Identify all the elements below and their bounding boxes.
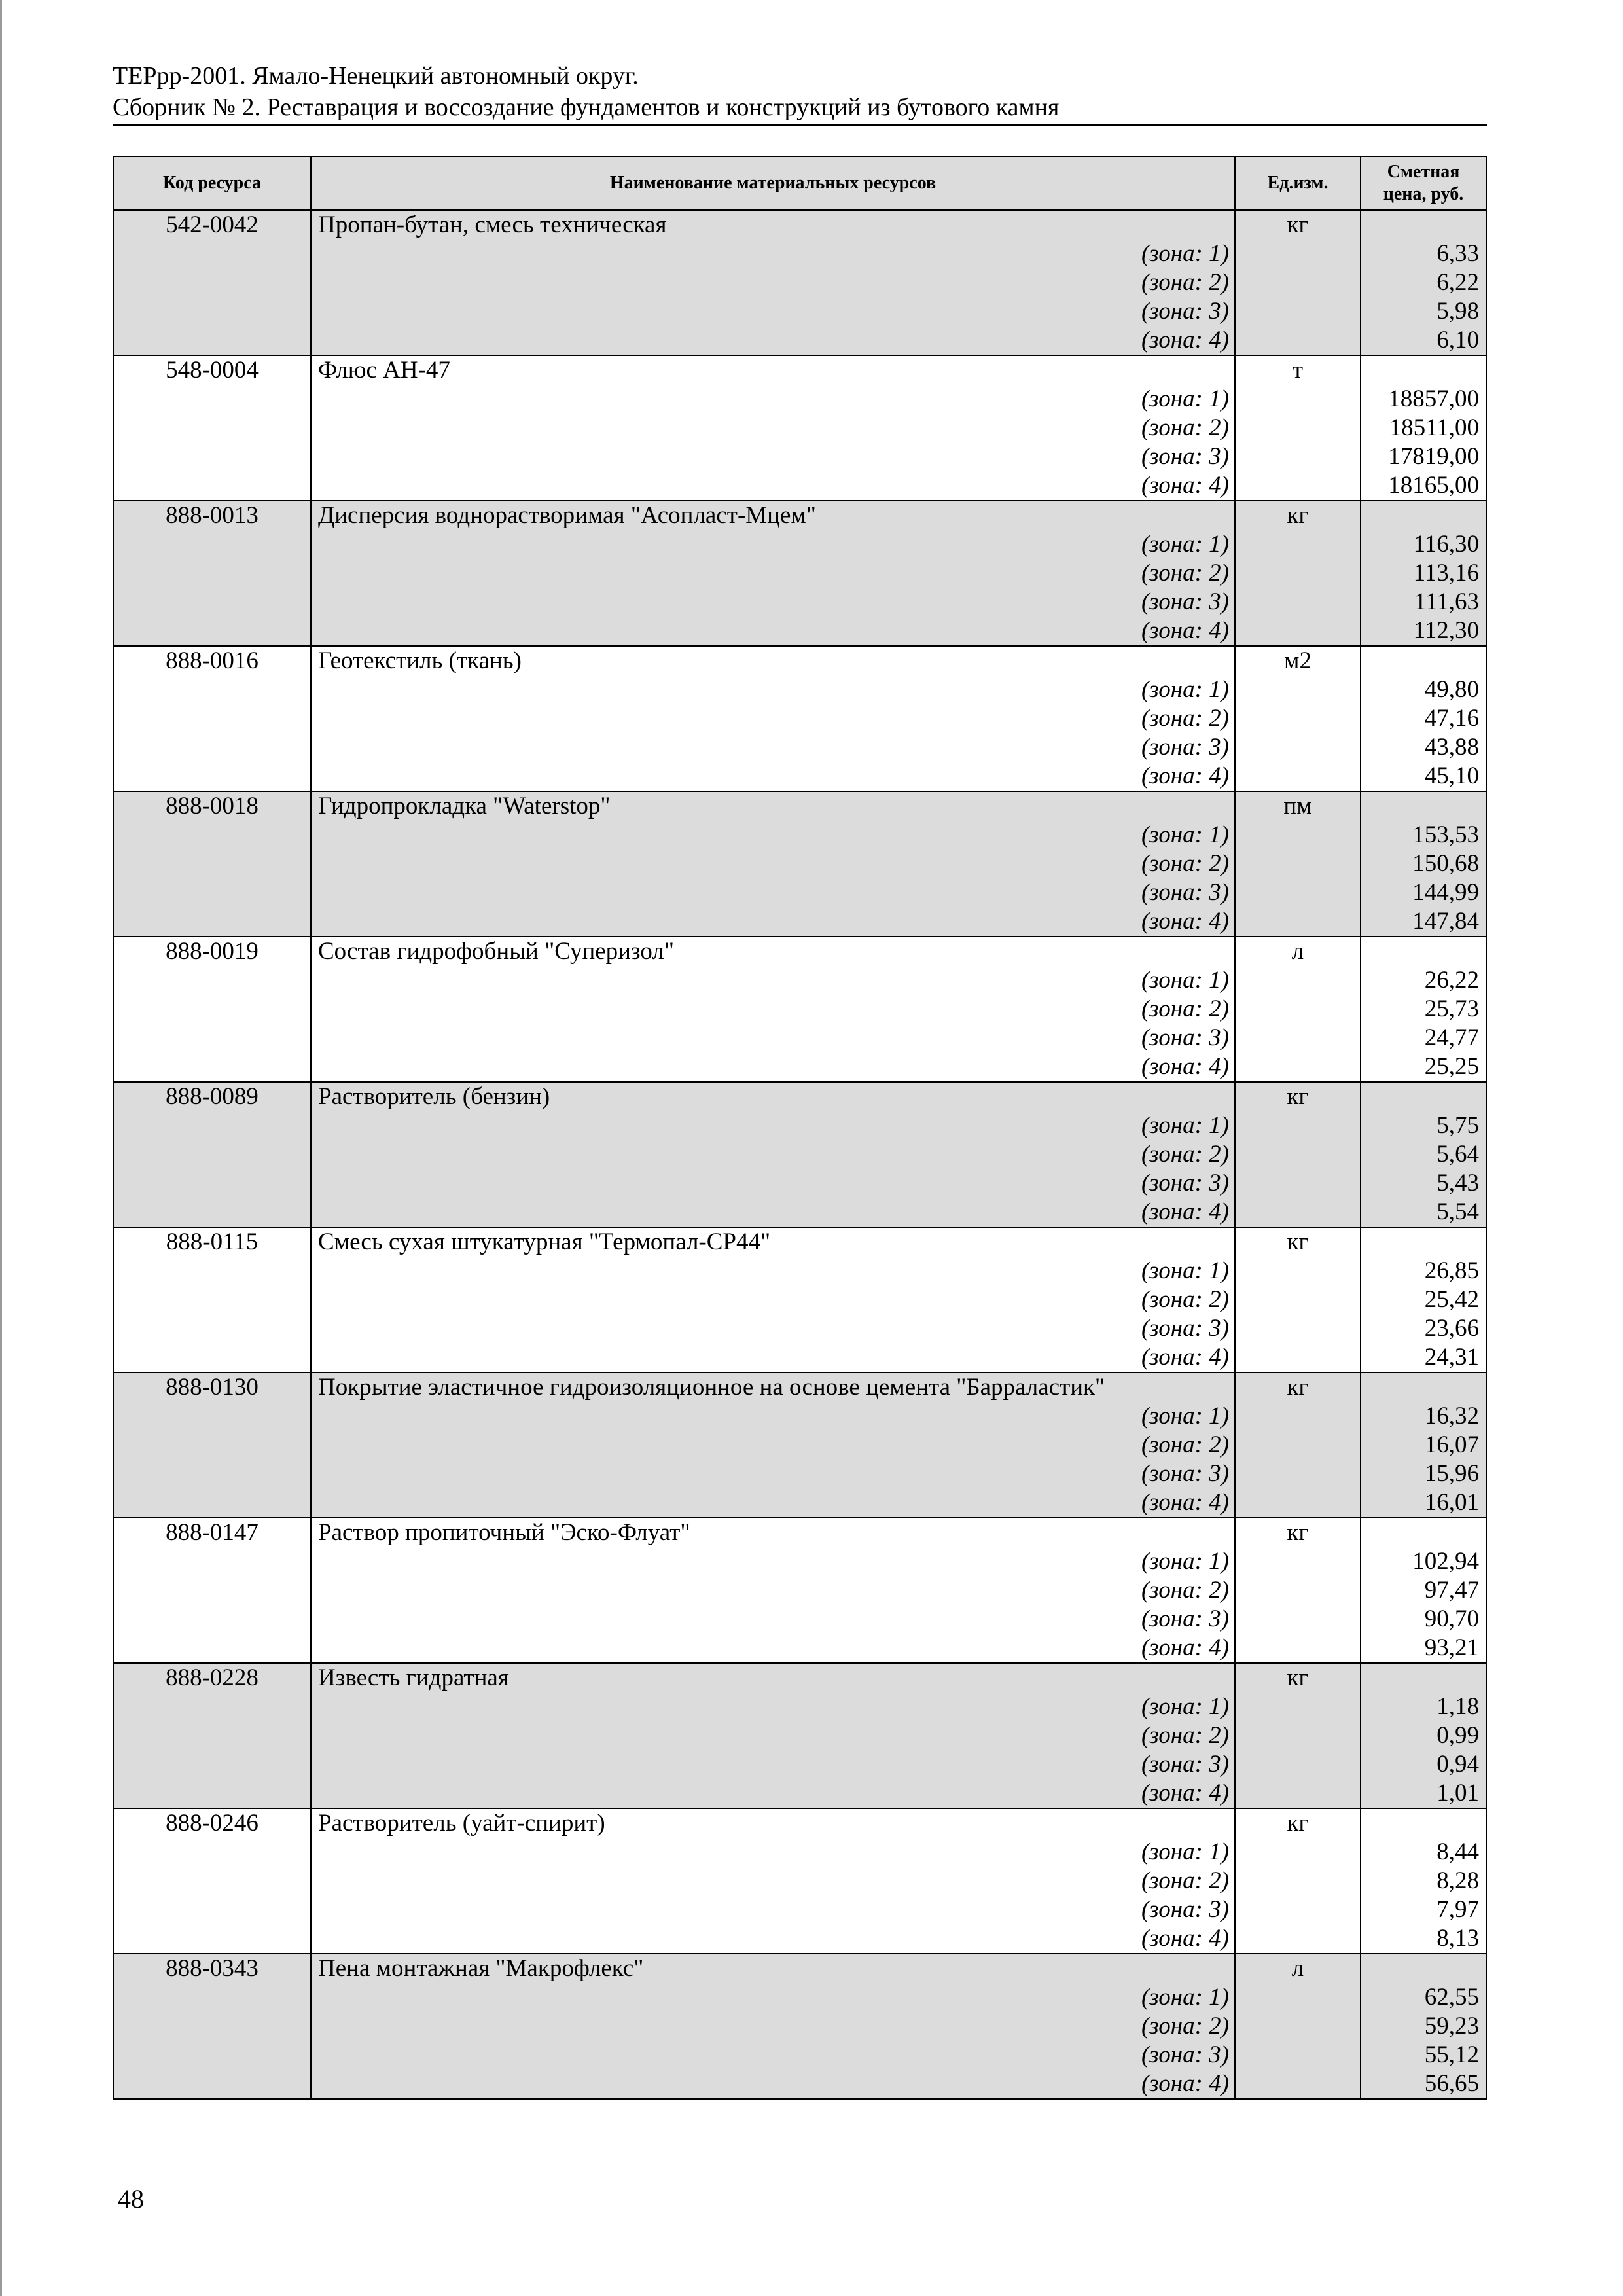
price-spacer xyxy=(1361,1228,1479,1257)
unit-of-measure: кг xyxy=(1287,211,1309,238)
zone-label: (зона: 3) xyxy=(1141,1170,1229,1196)
zone-label: (зона: 2) xyxy=(1141,705,1229,732)
resource-code: 888-0013 xyxy=(113,501,311,646)
zone-label: (зона: 4) xyxy=(1141,1489,1229,1516)
resource-code: 542-0042 xyxy=(113,210,311,355)
header-rule xyxy=(113,124,1487,126)
table-row xyxy=(113,501,1486,646)
resource-code: 888-0343 xyxy=(113,1954,311,2099)
zone-label: (зона: 1) xyxy=(1141,967,1229,994)
zone-price: 18857,00 xyxy=(1388,386,1479,412)
zone-label: (зона: 3) xyxy=(1141,1460,1229,1487)
zone-price: 102,94 xyxy=(1412,1548,1479,1575)
zone-label: (зона: 2) xyxy=(1141,850,1229,877)
unit-cell xyxy=(1235,501,1361,646)
zone-label: (зона: 3) xyxy=(1141,1024,1229,1051)
price-spacer xyxy=(1361,501,1479,530)
zone-price: 116,30 xyxy=(1413,531,1479,558)
zone-label: (зона: 2) xyxy=(1141,560,1229,586)
header-line-1: ТЕРрр-2001. Ямало-Ненецкий автономный округ. xyxy=(113,62,639,90)
zone-label: (зона: 2) xyxy=(1141,1867,1229,1894)
zone-price: 18511,00 xyxy=(1389,414,1479,441)
resource-name-cell xyxy=(311,1808,1235,1954)
zone-price: 25,25 xyxy=(1424,1053,1479,1080)
zone-label: (зона: 1) xyxy=(1141,1257,1229,1284)
price-cell xyxy=(1361,1518,1486,1663)
unit-of-measure: кг xyxy=(1287,1664,1309,1691)
zone-price: 144,99 xyxy=(1412,879,1479,906)
price-spacer xyxy=(1361,211,1479,240)
price-cell xyxy=(1361,501,1486,646)
zone-label: (зона: 3) xyxy=(1141,1896,1229,1923)
resource-code: 888-0228 xyxy=(113,1663,311,1808)
unit-of-measure: пм xyxy=(1283,793,1312,819)
table-row xyxy=(113,1663,1486,1808)
zone-label: (зона: 4) xyxy=(1141,617,1229,644)
price-cell xyxy=(1361,210,1486,355)
price-spacer xyxy=(1361,647,1479,675)
zone-price: 93,21 xyxy=(1424,1634,1479,1661)
resource-name-cell xyxy=(311,937,1235,1082)
price-spacer xyxy=(1361,792,1479,821)
table-row xyxy=(113,1082,1486,1227)
price-cell xyxy=(1361,1227,1486,1372)
zone-price: 90,70 xyxy=(1424,1605,1479,1632)
column-header-price-line2: цена, руб. xyxy=(1383,184,1464,204)
table-row xyxy=(113,355,1486,501)
zone-label: (зона: 3) xyxy=(1141,1315,1229,1342)
zone-label: (зона: 1) xyxy=(1141,1548,1229,1575)
zone-price: 7,97 xyxy=(1436,1896,1479,1923)
resource-name-cell xyxy=(311,1372,1235,1518)
zone-label: (зона: 3) xyxy=(1141,1605,1229,1632)
price-spacer xyxy=(1361,1518,1479,1547)
resource-name: Растворитель (бензин) xyxy=(318,1083,550,1110)
column-header-unit: Ед.изм. xyxy=(1235,156,1361,210)
zone-label: (зона: 4) xyxy=(1141,1925,1229,1952)
price-cell xyxy=(1361,937,1486,1082)
unit-of-measure: м2 xyxy=(1284,647,1311,674)
table-body xyxy=(113,210,1486,2099)
zone-label: (зона: 1) xyxy=(1141,1693,1229,1720)
resource-name: Известь гидратная xyxy=(318,1664,509,1691)
resource-code: 888-0018 xyxy=(113,791,311,937)
price-cell xyxy=(1361,1954,1486,2099)
resource-name-cell xyxy=(311,1082,1235,1227)
price-spacer xyxy=(1361,1954,1479,1983)
price-spacer xyxy=(1361,1083,1479,1111)
zone-label: (зона: 3) xyxy=(1141,734,1229,761)
zone-price: 1,18 xyxy=(1436,1693,1479,1720)
table-row xyxy=(113,1227,1486,1372)
zone-price: 16,32 xyxy=(1424,1403,1479,1429)
price-spacer xyxy=(1361,356,1479,385)
zone-price: 26,85 xyxy=(1424,1257,1479,1284)
unit-cell xyxy=(1235,355,1361,501)
price-cell xyxy=(1361,791,1486,937)
resource-name-cell xyxy=(311,1518,1235,1663)
unit-of-measure: л xyxy=(1291,938,1304,965)
zone-label: (зона: 1) xyxy=(1141,676,1229,703)
resource-name-cell xyxy=(311,1954,1235,2099)
unit-cell xyxy=(1235,1082,1361,1227)
zone-label: (зона: 4) xyxy=(1141,472,1229,499)
table-row xyxy=(113,791,1486,937)
header-line-2: Сборник № 2. Реставрация и воссоздание фундаментов и конструкций из бутового камня xyxy=(113,94,1060,121)
price-cell xyxy=(1361,1082,1486,1227)
resource-name: Геотекстиль (ткань) xyxy=(318,647,522,674)
resource-name: Раствор пропиточный "Эско-Флуат" xyxy=(318,1519,690,1546)
resource-name: Растворитель (уайт-спирит) xyxy=(318,1810,605,1837)
zone-label: (зона: 1) xyxy=(1141,386,1229,412)
unit-of-measure: кг xyxy=(1287,1083,1309,1110)
zone-price: 24,31 xyxy=(1424,1344,1479,1371)
zone-label: (зона: 2) xyxy=(1141,269,1229,296)
resource-name-cell xyxy=(311,210,1235,355)
unit-cell xyxy=(1235,791,1361,937)
table-header-row xyxy=(113,156,1486,210)
zone-price: 5,75 xyxy=(1436,1112,1479,1139)
resource-price-table xyxy=(113,156,1487,2100)
table-row xyxy=(113,210,1486,355)
zone-label: (зона: 4) xyxy=(1141,327,1229,353)
zone-price: 8,28 xyxy=(1436,1867,1479,1894)
zone-price: 23,66 xyxy=(1424,1315,1479,1342)
zone-price: 6,22 xyxy=(1436,269,1479,296)
table-row xyxy=(113,646,1486,791)
zone-label: (зона: 1) xyxy=(1141,531,1229,558)
column-header-code: Код ресурса xyxy=(113,156,311,210)
zone-price: 62,55 xyxy=(1424,1984,1479,2011)
unit-cell xyxy=(1235,210,1361,355)
zone-label: (зона: 1) xyxy=(1141,1112,1229,1139)
zone-price: 113,16 xyxy=(1413,560,1479,586)
zone-price: 25,73 xyxy=(1424,996,1479,1022)
zone-label: (зона: 4) xyxy=(1141,2070,1229,2097)
zone-price: 49,80 xyxy=(1424,676,1479,703)
zone-label: (зона: 3) xyxy=(1141,1751,1229,1778)
zone-price: 0,94 xyxy=(1436,1751,1479,1778)
resource-name-cell xyxy=(311,1227,1235,1372)
column-header-price xyxy=(1361,156,1486,210)
zone-price: 16,07 xyxy=(1424,1431,1479,1458)
zone-label: (зона: 3) xyxy=(1141,879,1229,906)
zone-label: (зона: 4) xyxy=(1141,1053,1229,1080)
zone-price: 97,47 xyxy=(1424,1577,1479,1604)
zone-label: (зона: 4) xyxy=(1141,1780,1229,1806)
zone-label: (зона: 4) xyxy=(1141,762,1229,789)
zone-label: (зона: 1) xyxy=(1141,240,1229,267)
resource-name-cell xyxy=(311,1663,1235,1808)
zone-price: 8,44 xyxy=(1436,1839,1479,1865)
zone-label: (зона: 2) xyxy=(1141,1431,1229,1458)
resource-table-container xyxy=(113,156,1486,2100)
zone-label: (зона: 1) xyxy=(1141,1403,1229,1429)
zone-price: 153,53 xyxy=(1412,821,1479,848)
resource-name: Покрытие эластичное гидроизоляционное на основе цемента "Барраластик" xyxy=(318,1374,1105,1401)
page-number: 48 xyxy=(118,2184,144,2214)
zone-label: (зона: 2) xyxy=(1141,1286,1229,1313)
zone-label: (зона: 4) xyxy=(1141,1634,1229,1661)
resource-code: 888-0115 xyxy=(113,1227,311,1372)
resource-name: Смесь сухая штукатурная "Термопал-СР44" xyxy=(318,1229,771,1255)
price-cell xyxy=(1361,1372,1486,1518)
column-header-price-line1: Сметная xyxy=(1387,162,1460,182)
resource-name-cell xyxy=(311,501,1235,646)
zone-price: 47,16 xyxy=(1424,705,1479,732)
resource-code: 548-0004 xyxy=(113,355,311,501)
zone-label: (зона: 2) xyxy=(1141,1722,1229,1749)
table-row xyxy=(113,1372,1486,1518)
unit-cell xyxy=(1235,1372,1361,1518)
table-row xyxy=(113,1518,1486,1663)
unit-of-measure: т xyxy=(1292,357,1304,384)
zone-label: (зона: 4) xyxy=(1141,908,1229,935)
resource-name: Гидропрокладка "Waterstop" xyxy=(318,793,611,819)
price-cell xyxy=(1361,1808,1486,1954)
unit-cell xyxy=(1235,1663,1361,1808)
zone-price: 55,12 xyxy=(1424,2041,1479,2068)
zone-price: 59,23 xyxy=(1424,2013,1479,2039)
unit-of-measure: кг xyxy=(1287,1810,1309,1837)
zone-price: 16,01 xyxy=(1424,1489,1479,1516)
zone-label: (зона: 2) xyxy=(1141,2013,1229,2039)
zone-price: 18165,00 xyxy=(1388,472,1479,499)
resource-code: 888-0019 xyxy=(113,937,311,1082)
zone-label: (зона: 3) xyxy=(1141,443,1229,470)
resource-code: 888-0089 xyxy=(113,1082,311,1227)
zone-price: 8,13 xyxy=(1436,1925,1479,1952)
resource-code: 888-0016 xyxy=(113,646,311,791)
zone-price: 15,96 xyxy=(1424,1460,1479,1487)
zone-price: 6,10 xyxy=(1436,327,1479,353)
price-spacer xyxy=(1361,1664,1479,1693)
resource-name-cell xyxy=(311,791,1235,937)
zone-label: (зона: 2) xyxy=(1141,1577,1229,1604)
unit-of-measure: кг xyxy=(1287,1519,1309,1546)
table-row xyxy=(113,1808,1486,1954)
resource-code: 888-0147 xyxy=(113,1518,311,1663)
zone-label: (зона: 1) xyxy=(1141,1984,1229,2011)
unit-of-measure: кг xyxy=(1287,1229,1309,1255)
page-edge xyxy=(0,0,2,2296)
zone-label: (зона: 2) xyxy=(1141,1141,1229,1168)
unit-cell xyxy=(1235,646,1361,791)
zone-price: 6,33 xyxy=(1436,240,1479,267)
price-cell xyxy=(1361,355,1486,501)
resource-code: 888-0246 xyxy=(113,1808,311,1954)
zone-price: 1,01 xyxy=(1436,1780,1479,1806)
table-row xyxy=(113,937,1486,1082)
zone-price: 24,77 xyxy=(1424,1024,1479,1051)
page-header xyxy=(113,60,1487,123)
resource-name: Пропан-бутан, смесь техническая xyxy=(318,211,667,238)
zone-label: (зона: 3) xyxy=(1141,588,1229,615)
zone-price: 5,64 xyxy=(1436,1141,1479,1168)
zone-label: (зона: 4) xyxy=(1141,1344,1229,1371)
unit-cell xyxy=(1235,1518,1361,1663)
price-cell xyxy=(1361,1663,1486,1808)
resource-code: 888-0130 xyxy=(113,1372,311,1518)
resource-name: Дисперсия воднорастворимая "Асопласт-Мцем" xyxy=(318,502,816,529)
zone-price: 150,68 xyxy=(1412,850,1479,877)
price-spacer xyxy=(1361,1809,1479,1838)
zone-price: 5,54 xyxy=(1436,1198,1479,1225)
zone-label: (зона: 2) xyxy=(1141,414,1229,441)
resource-name-cell xyxy=(311,355,1235,501)
zone-label: (зона: 3) xyxy=(1141,298,1229,325)
unit-cell xyxy=(1235,1808,1361,1954)
unit-cell xyxy=(1235,1954,1361,2099)
unit-cell xyxy=(1235,937,1361,1082)
zone-price: 45,10 xyxy=(1424,762,1479,789)
zone-price: 147,84 xyxy=(1412,908,1479,935)
column-header-name: Наименование материальных ресурсов xyxy=(311,156,1235,210)
zone-label: (зона: 1) xyxy=(1141,821,1229,848)
price-spacer xyxy=(1361,1373,1479,1402)
zone-price: 112,30 xyxy=(1413,617,1479,644)
resource-name: Состав гидрофобный "Суперизол" xyxy=(318,938,674,965)
zone-price: 5,43 xyxy=(1436,1170,1479,1196)
resource-name-cell xyxy=(311,646,1235,791)
zone-price: 111,63 xyxy=(1414,588,1479,615)
zone-price: 26,22 xyxy=(1424,967,1479,994)
zone-price: 5,98 xyxy=(1436,298,1479,325)
unit-of-measure: л xyxy=(1291,1955,1304,1982)
zone-label: (зона: 4) xyxy=(1141,1198,1229,1225)
zone-label: (зона: 3) xyxy=(1141,2041,1229,2068)
zone-price: 56,65 xyxy=(1424,2070,1479,2097)
zone-price: 17819,00 xyxy=(1388,443,1479,470)
unit-of-measure: кг xyxy=(1287,502,1309,529)
resource-name: Флюс АН-47 xyxy=(318,357,450,384)
price-spacer xyxy=(1361,937,1479,966)
zone-price: 43,88 xyxy=(1424,734,1479,761)
zone-price: 0,99 xyxy=(1436,1722,1479,1749)
unit-cell xyxy=(1235,1227,1361,1372)
zone-label: (зона: 1) xyxy=(1141,1839,1229,1865)
table-row xyxy=(113,1954,1486,2099)
zone-price: 25,42 xyxy=(1424,1286,1479,1313)
unit-of-measure: кг xyxy=(1287,1374,1309,1401)
price-cell xyxy=(1361,646,1486,791)
resource-name: Пена монтажная "Макрофлекс" xyxy=(318,1955,644,1982)
zone-label: (зона: 2) xyxy=(1141,996,1229,1022)
